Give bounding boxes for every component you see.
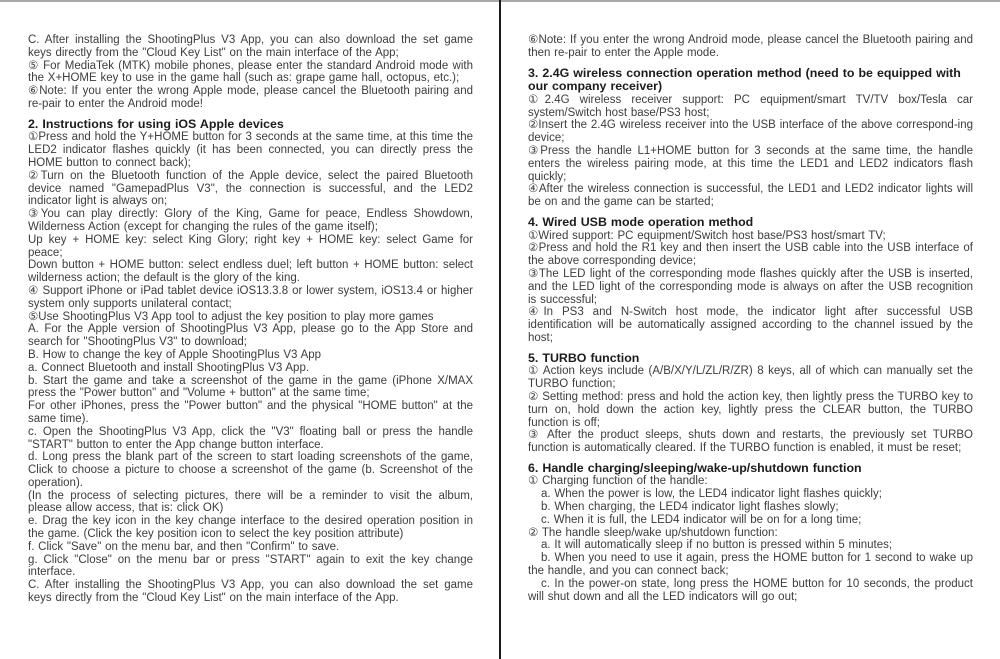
paragraph: ②Turn on the Bluetooth function of the Apple device, select the paired Bluetooth device named "GamepadPlus V3", the connection is successful, and the LED2 indicator light is always on; bbox=[28, 169, 473, 208]
paragraph: ①Press and hold the Y+HOME button for 3 seconds at the same time, at this time the LED2 indicator flashes quickly (it has been connected, you can directly press the HOME button to connect back); bbox=[28, 131, 473, 169]
left-column bbox=[28, 34, 473, 605]
paragraph: For other iPhones, press the "Power button" and the physical "HOME button" at the same time). bbox=[28, 400, 473, 425]
paragraph: b. Start the game and take a screenshot of the game in the game (iPhone X/MAX press the "Power button" and "Volume + button" at the same time; bbox=[28, 374, 473, 400]
paragraph: ① Action keys include (A/B/X/Y/L/ZL/R/ZR) 8 keys, all of which can manually set the TURBO function; bbox=[528, 365, 973, 391]
paragraph: ③You can play directly: Glory of the King, Game for peace, Endless Showdown, Wilderness Action (except for changing the rules of the game itself); bbox=[28, 208, 473, 233]
paragraph: (In the process of selecting pictures, there will be a reminder to visit the album, please allow access, that is: click OK) bbox=[28, 489, 473, 515]
paragraph: C. After installing the ShootingPlus V3 App, you can also download the set game keys directly from the "Cloud Key List" on the main interface of the App; bbox=[28, 34, 473, 59]
paragraph: ③The LED light of the corresponding mode flashes quickly after the USB is inserted, and the LED light of the corresponding mode is always on after the USB recognition is successful; bbox=[528, 267, 973, 306]
paragraph: Up key + HOME key: select King Glory; right key + HOME key: select Game for peace; bbox=[28, 233, 473, 259]
paragraph: e. Drag the key icon in the key change interface to the desired operation position in the game. (Click the key position icon to select the key position attribute) bbox=[28, 515, 473, 541]
right-column bbox=[528, 34, 973, 603]
section-heading: 5. TURBO function bbox=[528, 350, 640, 365]
paragraph: a. When the power is low, the LED4 indicator light flashes quickly; bbox=[541, 488, 882, 501]
paragraph: ⑥Note: If you enter the wrong Android mode, please cancel the Bluetooth pairing and then re-pair to enter the Apple mode. bbox=[528, 34, 973, 59]
paragraph: b. When charging, the LED4 indicator light flashes slowly; bbox=[541, 501, 839, 514]
paragraph: c. When it is full, the LED4 indicator will be on for a long time; bbox=[541, 513, 862, 526]
paragraph: ② Setting method: press and hold the action key, then lightly press the TURBO key to turn on, hold down the action key, lightly press the CLEAR button, the TURBO function is off; bbox=[528, 390, 973, 429]
paragraph: ⑤ For MediaTek (MTK) mobile phones, please enter the standard Android mode with the X+HOME key to use in the game hall (such as: grape game hall, octopus, etc.); bbox=[28, 59, 473, 85]
paragraph: c. In the power-on state, long press the HOME button for 10 seconds, the product will shut down and all the LED indicators will go out; bbox=[528, 577, 973, 603]
paragraph: ① Charging function of the handle: bbox=[528, 475, 708, 488]
column-divider-rule bbox=[499, 0, 501, 659]
paragraph: g. Click "Close" on the menu bar or press "START" again to exit the key change interface. bbox=[28, 553, 473, 579]
paragraph: B. How to change the key of Apple ShootingPlus V3 App bbox=[28, 348, 322, 361]
paragraph: ④ Support iPhone or iPad tablet device iOS13.3.8 or lower system, iOS13.4 or higher system only supports unilateral contact; bbox=[28, 284, 473, 310]
paragraph: b. When you need to use it again, press the HOME button for 1 second to wake up the handle, and you can connect back; bbox=[528, 552, 973, 578]
paragraph: a. Connect Bluetooth and install ShootingPlus V3 App. bbox=[28, 361, 310, 374]
paragraph: ② The handle sleep/wake up/shutdown function: bbox=[528, 526, 778, 539]
paragraph: ②Insert the 2.4G wireless receiver into the USB interface of the above correspond-ing device; bbox=[528, 119, 973, 145]
section-heading: 3. 2.4G wireless connection operation method (need to be equipped with our company receiver) bbox=[528, 65, 961, 94]
section-heading: 6. Handle charging/sleeping/wake-up/shutdown function bbox=[528, 460, 862, 475]
paragraph: a. It will automatically sleep if no button is pressed within 5 minutes; bbox=[541, 539, 893, 552]
paragraph: d. Long press the blank part of the screen to start loading screenshots of the game, Click to choose a picture to choose a screenshot of the game (b. Screenshot of the operation). bbox=[28, 451, 473, 489]
paragraph: ④In PS3 and N-Switch host mode, the indicator light after successful USB identification will be automatically assigned according to the channel issued by the host; bbox=[528, 306, 973, 344]
paragraph: ①2.4G wireless receiver support: PC equipment/smart TV/TV box/Tesla car system/Switch host base/PS3 host; bbox=[528, 93, 973, 119]
paragraph: ⑤Use ShootingPlus V3 App tool to adjust the key position to play more games bbox=[28, 310, 434, 323]
paragraph: c. Open the ShootingPlus V3 App, click the "V3" floating ball or press the handle "START" button to enter the App change button interface. bbox=[28, 425, 473, 451]
paragraph: ④After the wireless connection is successful, the LED1 and LED2 indicator lights will be on and the game can be started; bbox=[528, 183, 973, 209]
paragraph: ③Press the handle L1+HOME button for 3 seconds at the same time, the handle enters the wireless pairing mode, at this time the LED1 and LED2 indicators flash quickly; bbox=[528, 144, 973, 183]
paragraph: C. After installing the ShootingPlus V3 App, you can also download the set game keys directly from the "Cloud Key List" on the main interface of the App. bbox=[28, 579, 473, 605]
paragraph: ③ After the product sleeps, shuts down and restarts, the previously set TURBO function is automatically cleared. If the TURBO function is enabled, it must be reset; bbox=[528, 429, 973, 455]
paragraph: f. Click "Save" on the menu bar, and then "Confirm" to save. bbox=[28, 540, 340, 553]
section-heading: 4. Wired USB mode operation method bbox=[528, 214, 754, 229]
paragraph: ⑥Note: If you enter the wrong Apple mode, please cancel the Bluetooth pairing and re-pair to enter the Android mode! bbox=[28, 85, 473, 110]
paragraph: ①Wired support: PC equipment/Switch host base/PS3 host/smart TV; bbox=[528, 229, 886, 242]
section-heading: 2. Instructions for using iOS Apple devices bbox=[28, 116, 284, 131]
paragraph: A. For the Apple version of ShootingPlus V3 App, please go to the App Store and search for "ShootingPlus V3" to download; bbox=[28, 323, 473, 349]
paragraph: Down button + HOME button: select endless duel; left button + HOME button: select wilderness action; the default is the glory of the king. bbox=[28, 259, 473, 285]
paragraph: ②Press and hold the R1 key and then insert the USB cable into the USB interface of the above corresponding device; bbox=[528, 242, 973, 268]
